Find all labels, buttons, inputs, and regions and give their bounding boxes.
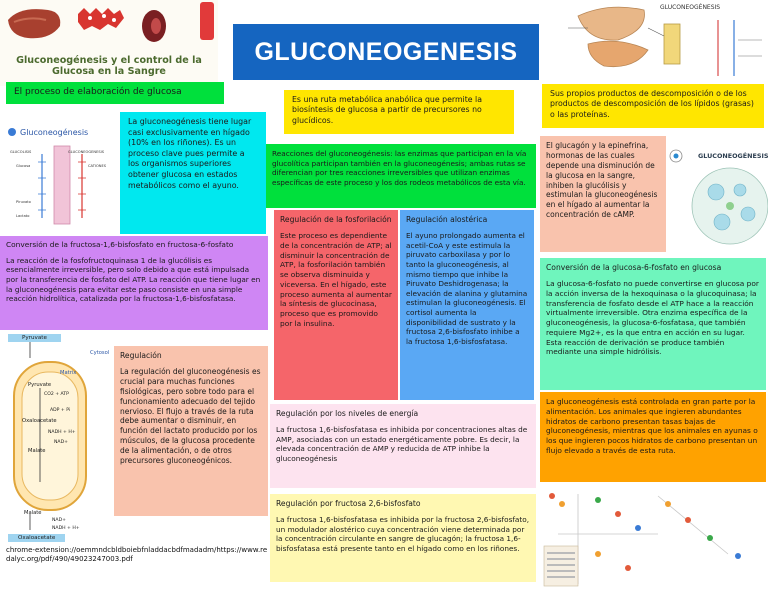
main-title: GLUCONEOGENESIS: [254, 37, 518, 66]
regulacion-title: Regulación: [120, 351, 162, 360]
mito-co2-atp: CO2 + ATP: [44, 392, 69, 397]
productos-text: Sus propios productos de descomposición o de los productos de descomposición de los lípidos (grasas) o las proteínas.: [550, 89, 754, 119]
alosterica-text: El ayuno prolongado aumenta el acetil-CoA y este estimula la piruvato carboxilasa y por lo tanto la gluconeogénesis, al mismo tiempo que inhibe la Piruvato Deshidrogenasa; la elevación de alanina y glutamina estimulan la gluconeogénesis. El cortisol aumenta la disponibilidad de sustrato y la fructosa 2,6-bisfosfato inhibe a la fructosa 1,6-bisfosfatasa.: [406, 231, 528, 346]
higado-box: [120, 112, 266, 234]
mito-oxaloacetate: Oxaloacetate: [22, 418, 57, 424]
glucosa6-title: Conversión de la glucosa-6-fosfato en glucosa: [546, 263, 722, 272]
scheme-label-glucosa: Glucosa: [16, 164, 31, 168]
glucosa6-text: La glucosa-6-fosfato no puede convertirse en glucosa por la acción inversa de la hexoquinasa o la glucoquinasa; la transferencia de fosfato desde el ATP hace a la reacción virtualmente irreversible. Otra enzima específica de la gluconeogénesis, la glucosa-6-fosfatasa, que también requiere Mg2+, es la que entra en acción en su lugar. Esta reacción de derivación se produce también mediante una simple hidrólisis.: [546, 279, 759, 357]
mito-malate-1: Malate: [28, 448, 46, 454]
pathway-diagram: [538, 484, 768, 594]
productos-box: [542, 84, 764, 128]
source-text: chrome-extension://oemmndcbldboiebfnladdacbdfmadadm/https://www.redalyc.org/pdf/490/49023247003.pdf: [6, 546, 268, 564]
pancreas-icon: [78, 8, 124, 30]
mito-pyruvate-top: Pyruvate: [8, 334, 61, 342]
mito-nadh-1: NADH + H+: [48, 430, 76, 435]
scheme-title: Gluconeogénesis: [20, 128, 89, 137]
bisfosfato26-box: [270, 494, 536, 582]
alosterica-box: [400, 210, 534, 400]
mito-cytosol: Cytosol: [90, 350, 110, 356]
scheme-label-glucolisis: GLUCOLISIS: [10, 150, 32, 154]
elaboracion-text: El proceso de elaboración de glucosa: [14, 87, 182, 97]
reacciones-box: [266, 144, 536, 208]
liver-icon: [8, 9, 60, 38]
scheme-label-lactato: Lactato: [16, 214, 30, 218]
scheme-label-gluconeogenesis: GLUCONEOGENESIS: [68, 150, 105, 154]
fructosa16-title: Conversión de la fructosa-1,6-bisfosfato en fructosa-6-fosfato: [6, 240, 234, 249]
fosforilacion-text: Este proceso es dependiente de la concentración de ATP; al disminuir la concentración de ATP, la fosforilación también se observa disminuida y viceversa. En el hígado, este proceso aumenta al aumentar la síntesis de glucocinasa, proceso que es promovido por la insulina.: [280, 231, 392, 328]
cells-diagram: [668, 140, 768, 256]
fructosa16-text: La reacción de la fosfofructoquinasa 1 de la glucólisis es esencialmente irreversible, pero solo debido a que está impulsada por la transferencia de fosfato del ATP. La reacción que tiene lugar en la gluconeogénesis para evitar este paso consiste en una simple reacción hidrolítica, catalizada por la fructosa-1,6-bisfosfatasa.: [6, 255, 261, 304]
header-image: [0, 0, 218, 86]
controlada-text: La gluconeogénesis está controlada en gran parte por la alimentación. Los animales que ingieren abundantes hidratos de carbono presentan tasas bajas de gluconeogénesis, mientras que los animales en ayunas o los que ingieren pocos hidratos de carbono presentan un flujo elevado a través de esta ruta.: [546, 397, 758, 455]
glucagon-box: [540, 136, 666, 252]
mito-malate-2: Malate: [24, 510, 42, 516]
header-image-title: Gluconeogénesis y el control de la Glucosa en la Sangre: [16, 55, 202, 77]
organs-illustration: [0, 0, 218, 56]
alosterica-title: Regulación alostérica: [406, 215, 488, 224]
definicion-box: [284, 90, 514, 134]
controlada-box: [540, 392, 766, 482]
mito-pyruvate: Pyruvate: [28, 382, 52, 388]
top-right-diagram: [548, 0, 768, 82]
mito-adp-pi: ADP + Pi: [50, 408, 71, 413]
mito-oxaloacetate-bottom: Oxaloacetate: [8, 534, 65, 542]
mito-nadh-2: NADH + H+: [52, 526, 80, 531]
niveles-text: La fructosa 1,6-bisfosfatasa es inhibida por concentraciones altas de AMP, asociadas con un estado energéticamente pobre. Es decir, la elevada concentración de AMP y reducida de ATP inhibe la gluconeogénesis: [276, 425, 528, 463]
mito-nad-1: NAD+: [54, 440, 68, 445]
mito-matrix: Matrix: [60, 370, 77, 376]
glucosa6-box: [540, 258, 766, 390]
fructosa16-box: [0, 236, 268, 330]
regulacion-box: [114, 346, 268, 516]
niveles-title: Regulación por los niveles de energía: [276, 409, 419, 418]
elaboracion-box: [6, 82, 224, 104]
top-right-diagram-title: GLUCONEOGÉNESIS: [660, 4, 721, 11]
gluconeogenesis-scheme: [2, 122, 120, 232]
scheme-label-cationes: CATIONES: [88, 164, 107, 168]
main-title-banner: [233, 24, 539, 80]
cells-diagram-title: GLUCONEOGÉNESIS: [698, 152, 768, 160]
reacciones-text: Reacciones del gluconeogénesis: las enzimas que participan en la vía glucolítica participan también en la gluconeogénesis; ambas rutas se diferencian por tres reacciones irreversibles que utilizan enzimas específicas de este proceso y los dos rodeos metabólicos de esta vía.: [272, 149, 527, 187]
scheme-label-piruvato: Piruvato: [16, 200, 31, 204]
regulacion-text: La regulación del gluconeogénesis es crucial para muchas funciones fisiológicas, pero sobre todo para el funcionamiento adecuado del tejido nervioso. El flujo a través de la ruta debe aumentar o disminuir, en función del lactato producido por los músculos, de la glucosa procedente de la alimentación, o de otros precursores gluconeogénicos.: [120, 367, 261, 466]
bisfosfato26-text: La fructosa 1,6-bisfosfatasa es inhibida por la fructosa 2,6-bisfosfato, un modulador alostérico cuya concentración viene determinada por la concentración circulante en sangre de glucagón; la fructosa 1,6-bisfosfatasa está presente tanto en el hígado como en los riñones.: [276, 515, 530, 553]
bisfosfato26-title: Regulación por fructosa 2,6-bisfosfato: [276, 499, 421, 508]
glucagon-text: El glucagón y la epinefrina, hormonas de las cuales depende una disminución de la glucosa en la sangre, inhiben la glucólisis y estimulan la gluconeogénesis en el hígado al aumentar la concentración de cAMP.: [546, 141, 658, 220]
red-bar-icon: [200, 2, 214, 40]
higado-text: La gluconeogénesis tiene lugar casi exclusivamente en hígado (10% en los riñones). Es un proceso clave pues permite a los organismos superiores obtener glucosa en estados metabólicos como el ayuno.: [128, 117, 252, 190]
fosforilacion-title: Regulación de la fosforilación: [280, 215, 392, 224]
niveles-box: [270, 404, 536, 488]
definicion-text: Es una ruta metabólica anabólica que permite la biosíntesis de glucosa a partir de precursores no glucídicos.: [292, 95, 482, 125]
fosforilacion-box: [274, 210, 398, 400]
mitochondria-diagram: [0, 332, 116, 544]
mito-nad-2: NAD+: [52, 518, 66, 523]
